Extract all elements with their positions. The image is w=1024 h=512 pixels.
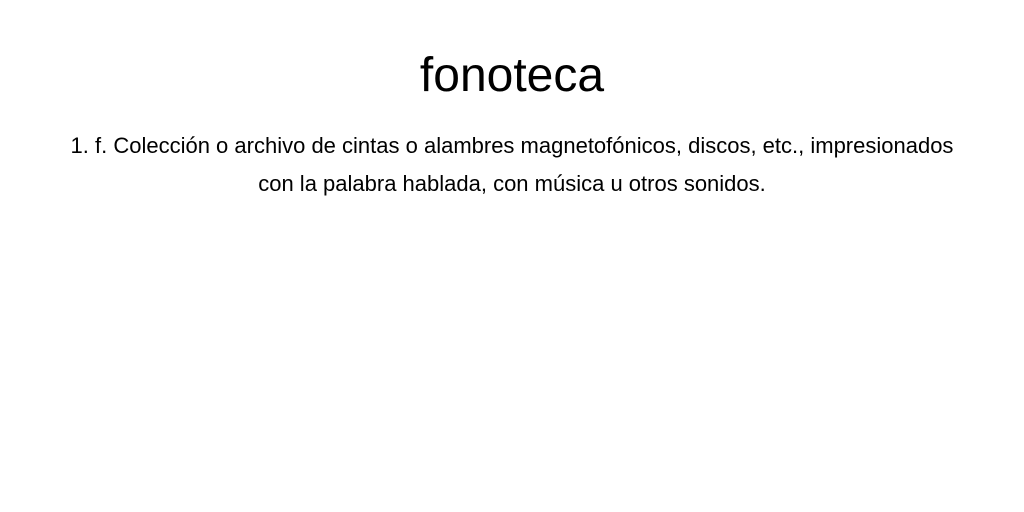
definition-text: 1. f. Colección o archivo de cintas o alambres magnetofónicos, discos, etc., impresionados con la palabra hablada, con música u otros sonidos. bbox=[70, 133, 954, 196]
headword-title: fonoteca bbox=[419, 49, 605, 102]
